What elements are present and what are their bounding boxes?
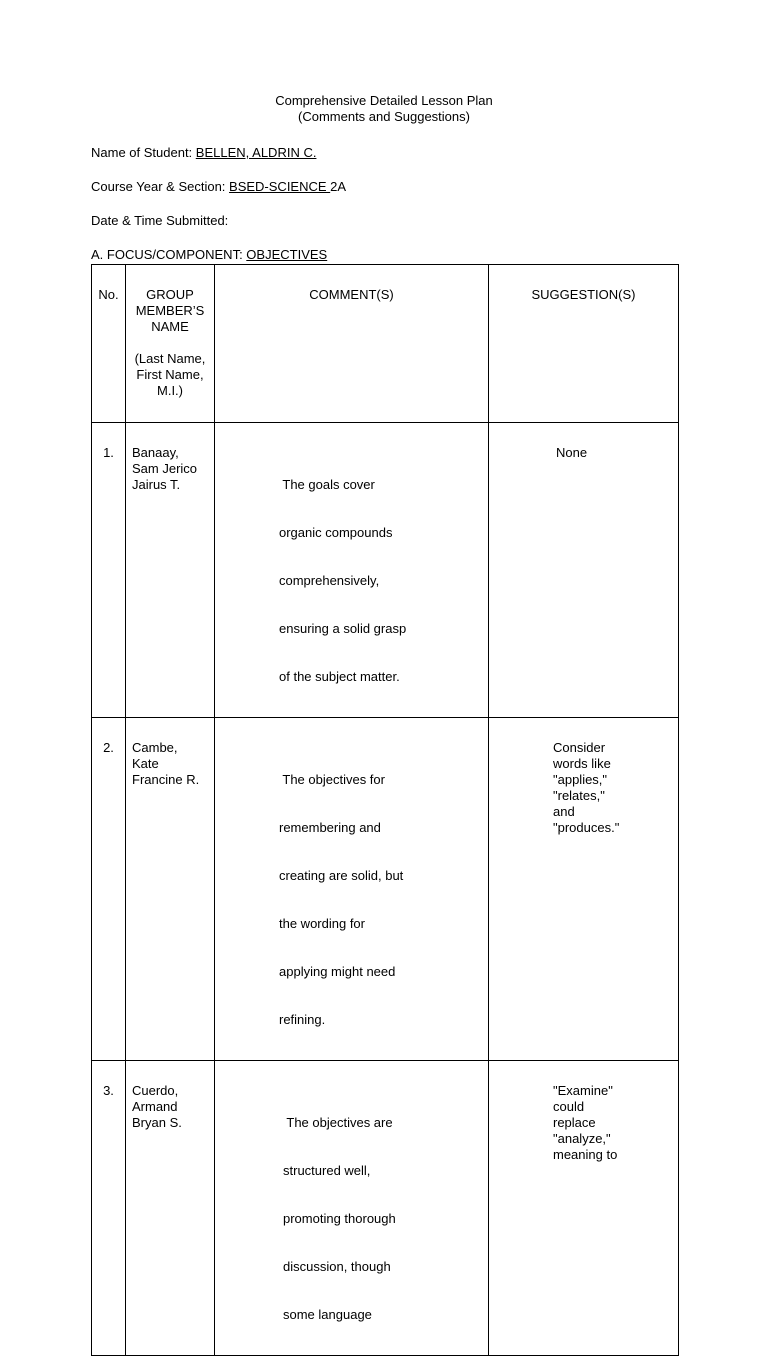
table-row <box>92 423 679 718</box>
header-suggestions: SUGGESTION(S) <box>489 265 679 423</box>
suggestion-cell <box>489 423 679 718</box>
member-name-line: Sam Jerico <box>132 461 198 476</box>
table-row <box>92 718 679 1061</box>
comments-table <box>91 264 679 1356</box>
member-name-cell <box>126 423 215 718</box>
header-member-line: MEMBER’S <box>135 303 205 318</box>
course-section-value: BSED-SCIENCE <box>229 179 331 194</box>
suggestion-line: and <box>553 804 575 819</box>
member-name-line: Cuerdo, <box>132 1083 179 1098</box>
date-submitted-field: Date & Time Submitted: <box>91 213 229 228</box>
comment-line: creating are solid, but <box>279 868 404 883</box>
comment-line: The objectives are <box>283 1115 393 1130</box>
course-section-field <box>91 179 346 195</box>
focus-component-value: OBJECTIVES <box>246 247 328 262</box>
comment-line: The goals cover <box>279 477 375 492</box>
document-subtitle: (Comments and Suggestions) <box>298 109 470 124</box>
course-section-label: Course Year & Section: <box>91 179 230 194</box>
comment-line: refining. <box>279 1012 326 1027</box>
suggestion-line: words like <box>553 756 611 771</box>
header-member-line: First Name, <box>136 367 204 382</box>
comment-cell <box>215 1061 489 1356</box>
comment-cell <box>215 718 489 1061</box>
suggestion-cell <box>489 718 679 1061</box>
member-name-line: Banaay, <box>132 445 179 460</box>
comment-line: ensuring a solid grasp <box>279 621 407 636</box>
member-name-line: Cambe, <box>132 740 178 755</box>
comment-line: The objectives for <box>279 772 385 787</box>
header-member-line: M.I.) <box>157 383 183 398</box>
table-header-row <box>92 265 679 423</box>
course-section-suffix: 2A <box>330 179 347 194</box>
comment-cell <box>215 423 489 718</box>
member-name-line: Bryan S. <box>132 1115 182 1130</box>
member-name-cell <box>126 1061 215 1356</box>
member-name-line: Francine R. <box>132 772 200 787</box>
header-member-line: GROUP <box>146 287 194 302</box>
student-name-field <box>91 145 316 161</box>
student-name-value: BELLEN, ALDRIN C. <box>195 145 317 160</box>
comment-line: structured well, <box>283 1163 371 1178</box>
comment-line: remembering and <box>279 820 381 835</box>
row-number: 2. <box>92 718 126 1061</box>
comment-line: promoting thorough <box>283 1211 396 1226</box>
member-name-cell <box>126 718 215 1061</box>
header-member-line: (Last Name, <box>134 351 206 366</box>
table-row <box>92 1061 679 1356</box>
comment-line: discussion, though <box>283 1259 391 1274</box>
comment-line: comprehensively, <box>279 573 380 588</box>
suggestion-line: replace <box>553 1115 596 1130</box>
focus-component-field <box>91 247 327 263</box>
header-comments: COMMENT(S) <box>215 265 489 423</box>
comment-line: some language <box>283 1307 372 1322</box>
comment-line: organic compounds <box>279 525 393 540</box>
member-name-line: Armand <box>132 1099 178 1114</box>
comment-line: applying might need <box>279 964 396 979</box>
suggestion-cell <box>489 1061 679 1356</box>
student-name-label: Name of Student: <box>91 145 196 160</box>
suggestion-line: meaning to <box>553 1147 618 1162</box>
suggestion-line: None <box>556 445 588 460</box>
member-name-line: Jairus T. <box>132 477 181 492</box>
suggestion-line: Consider <box>553 740 606 755</box>
comment-line: the wording for <box>279 916 365 931</box>
row-number: 3. <box>92 1061 126 1356</box>
document-title: Comprehensive Detailed Lesson Plan <box>275 93 493 108</box>
suggestion-line: "analyze," <box>553 1131 611 1146</box>
suggestion-line: "relates," <box>553 788 605 803</box>
suggestion-line: "Examine" <box>553 1083 613 1098</box>
suggestion-line: "produces." <box>553 820 620 835</box>
suggestion-line: "applies," <box>553 772 608 787</box>
focus-component-label: A. FOCUS/COMPONENT: <box>91 247 247 262</box>
header-no: No. <box>92 265 126 423</box>
header-member-line: NAME <box>151 319 189 334</box>
comment-line: of the subject matter. <box>279 669 400 684</box>
header-group-member <box>126 265 215 423</box>
suggestion-line: could <box>553 1099 585 1114</box>
row-number: 1. <box>92 423 126 718</box>
member-name-line: Kate <box>132 756 159 771</box>
